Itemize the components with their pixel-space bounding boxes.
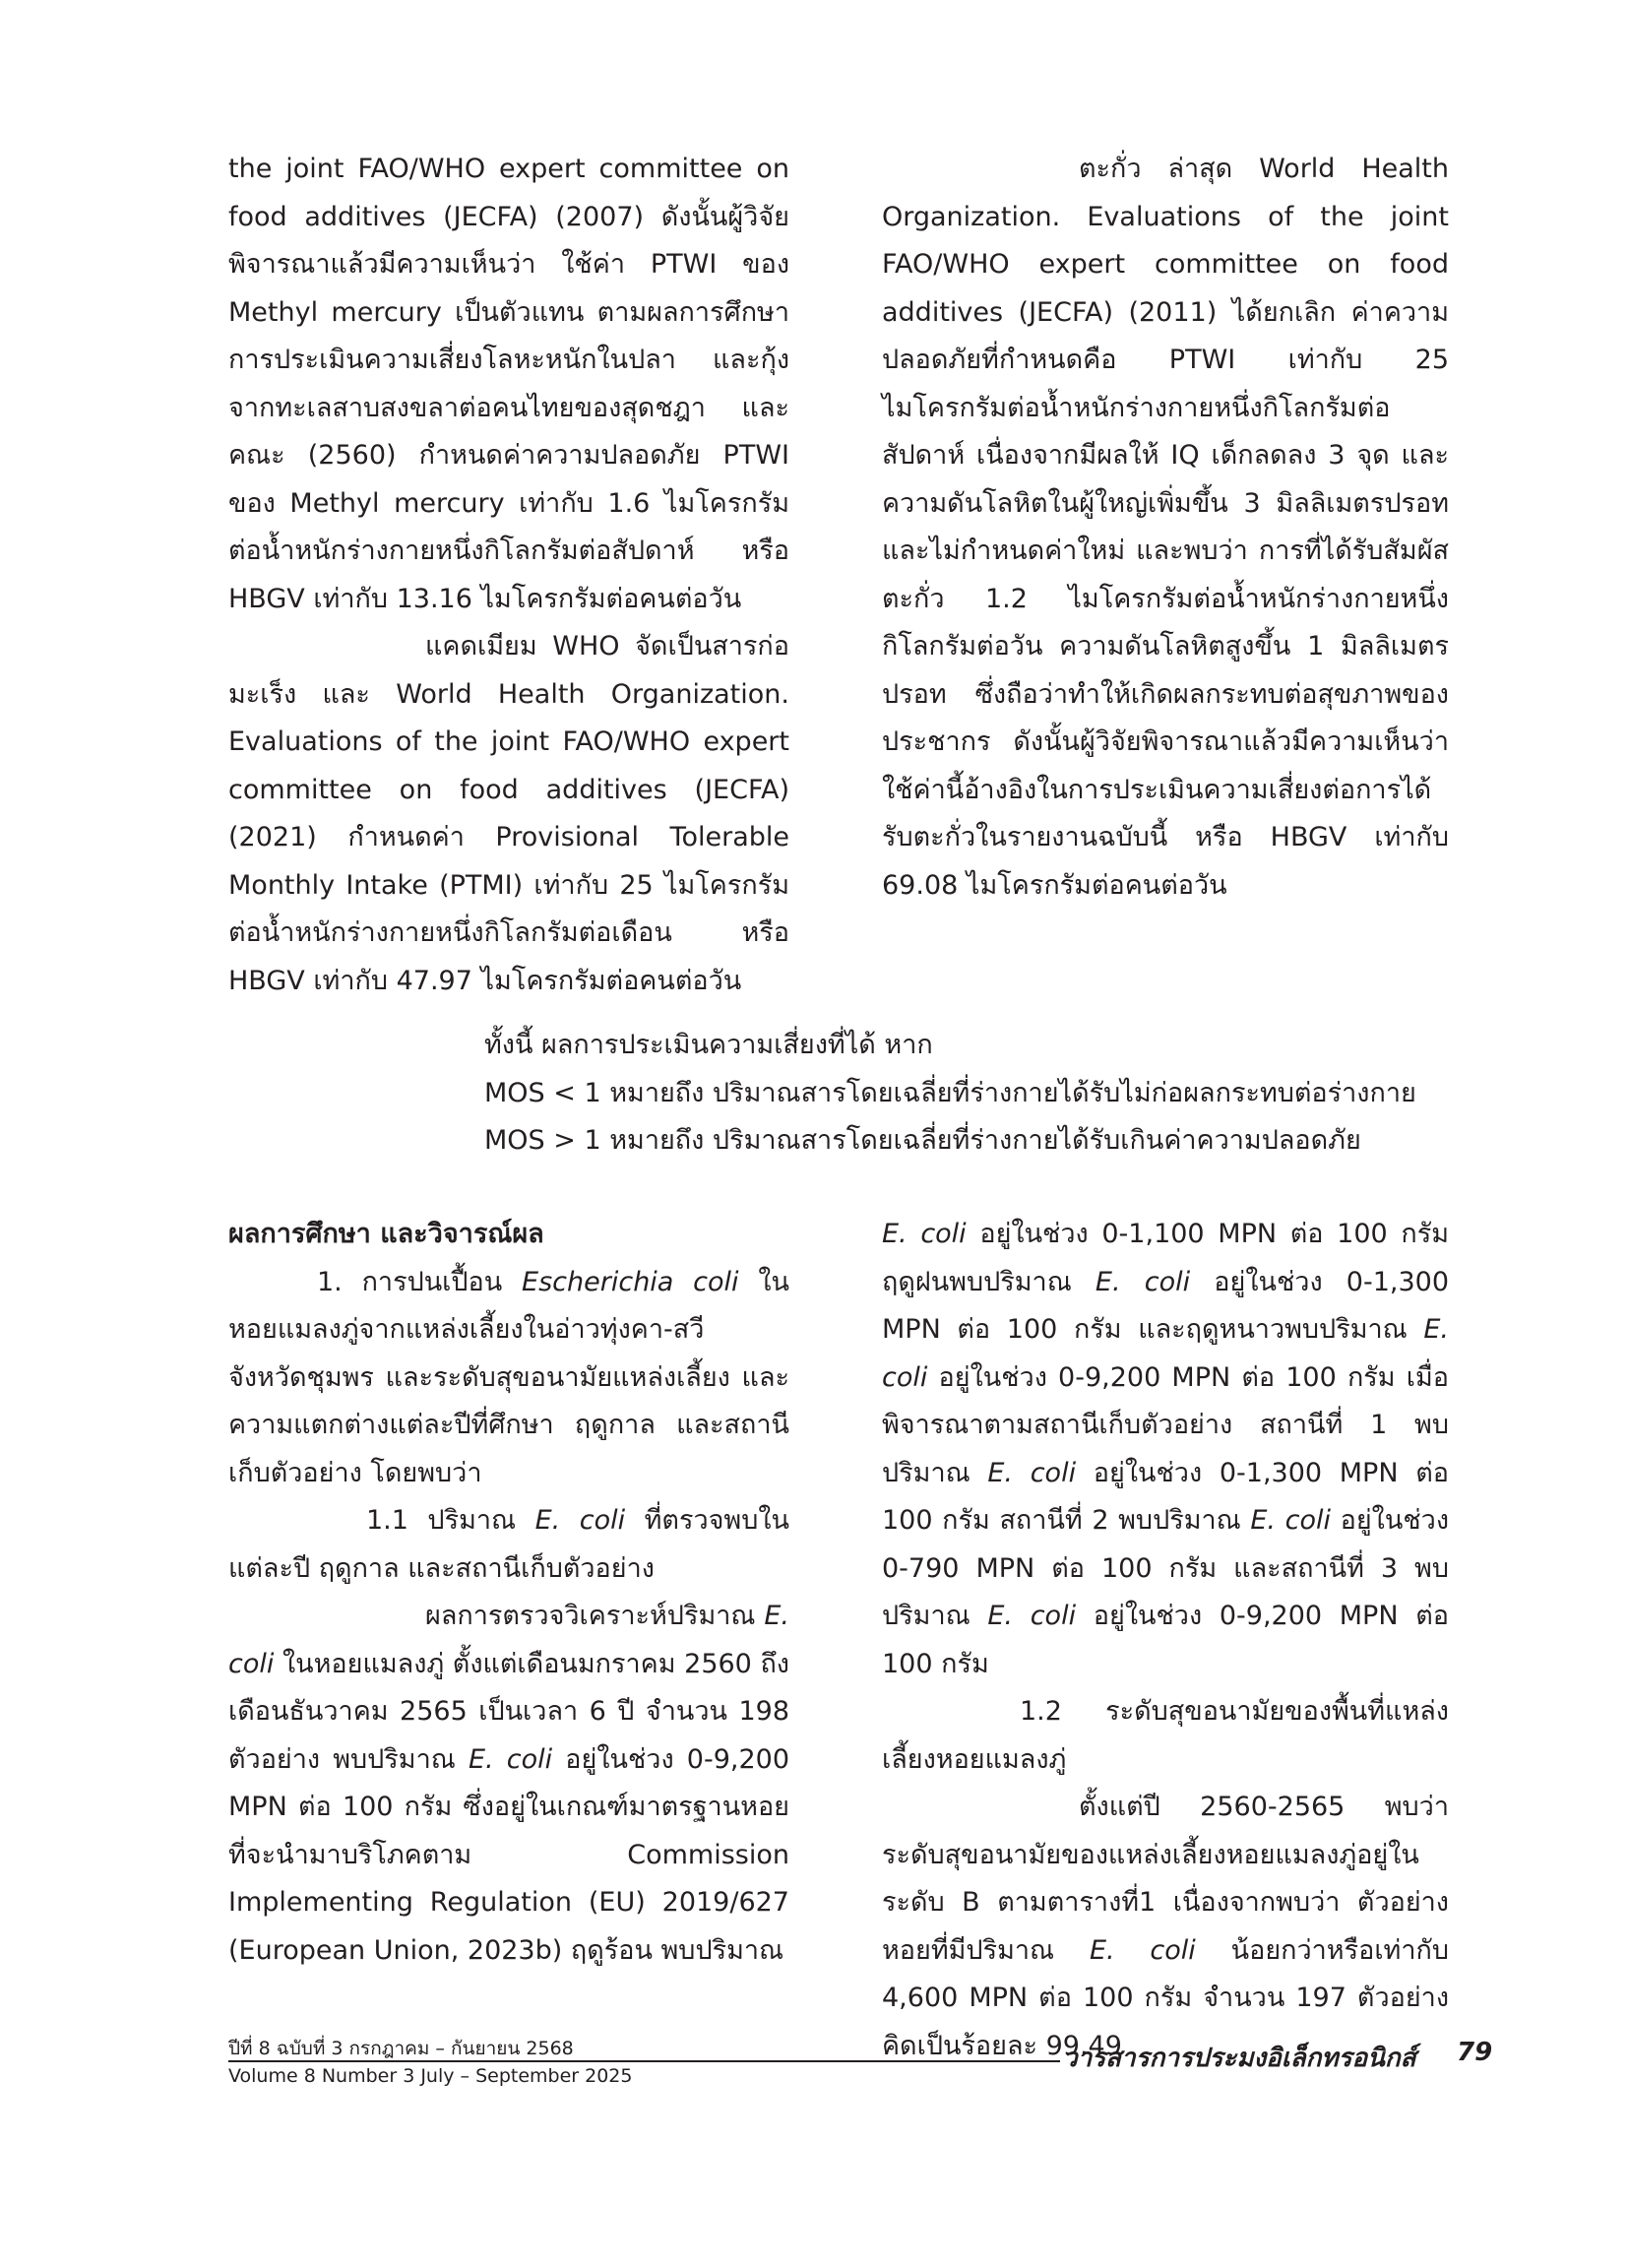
- right-column-bottom: [882, 1211, 1449, 2070]
- species-name: E. coli: [987, 1601, 1077, 1631]
- species-name: Escherichia coli: [522, 1266, 739, 1297]
- mos-intro: ทั้งนี้ ผลการประเมินความเสี่ยงที่ได้ หาก: [484, 1030, 933, 1060]
- mos-greater-than-one: MOS > 1 หมายถึง ปริมาณสารโดยเฉลี่ยที่ร่างกายได้รับเกินค่าความปลอดภัย: [484, 1125, 1361, 1156]
- species-name: E. coli: [1095, 1266, 1191, 1297]
- species-name: E. coli: [987, 1457, 1077, 1488]
- mos-less-than-one: MOS < 1 หมายถึง ปริมาณสารโดยเฉลี่ยที่ร่างกายได้รับไม่ก่อผลกระทบต่อร่างกาย: [484, 1077, 1416, 1108]
- text: 1.1 ปริมาณ: [366, 1505, 535, 1536]
- journal-name: วารสารการประมงอิเล็กทรอนิกส์: [1063, 2044, 1416, 2073]
- subheading-1-2: 1.2 ระดับสุขอนามัยของพื้นที่แหล่งเลี้ยงหอยแมลงภู่: [882, 1696, 1449, 1775]
- species-name: E. coli: [1250, 1505, 1332, 1536]
- right-column-top: [882, 146, 1449, 910]
- text: อยู่ในช่วง 0-9,200 MPN ต่อ 100 กรัม เมื่อพิจารณาตามสถานีเก็บตัวอย่าง สถานีที่ 1 พบปริมาณ: [882, 1361, 1449, 1488]
- text: น้อยกว่าหรือเท่ากับ 4,600 MPN ต่อ 100 กรัม จำนวน 197 ตัวอย่าง คิดเป็นร้อยละ 99.49: [882, 1934, 1449, 2061]
- text: ที่ตรวจพบในแต่ละปี ฤดูกาล และสถานีเก็บตัวอย่าง: [228, 1505, 789, 1584]
- page-number: 79: [1457, 2038, 1493, 2067]
- footer-issue: [228, 2036, 633, 2089]
- paragraph-analysis: [228, 1593, 789, 1975]
- issue-thai: ปีที่ 8 ฉบับที่ 3 กรกฎาคม – กันยายน 2568: [228, 2038, 574, 2059]
- mos-note: [484, 1022, 1469, 1166]
- paragraph-contamination: [228, 1259, 789, 1498]
- text: อยู่ในช่วง 0-1,300 MPN ต่อ 100 กรัม สถานีที่ 2 พบปริมาณ: [882, 1457, 1449, 1536]
- left-column-bottom: [228, 1211, 789, 1975]
- species-name: E. coli: [468, 1743, 553, 1775]
- text: ในหอยแมลงภู่ ตั้งแต่เดือนมกราคม 2560 ถึงเดือนธันวาคม 2565 เป็นเวลา 6 ปี จำนวน 198 ตัวอย่าง พบปริมาณ: [228, 1648, 789, 1775]
- species-name: E. coli: [228, 1601, 789, 1679]
- text: ผลการตรวจวิเคราะห์ปริมาณ: [425, 1601, 765, 1631]
- left-column-top: [228, 146, 789, 1005]
- species-name: E. coli: [882, 1314, 1449, 1393]
- text: ในหอยแมลงภู่จากแหล่งเลี้ยงในอ่าวทุ่งคา-สวี จังหวัดชุมพร และระดับสุขอนามัยแหล่งเลี้ยง และความแตกต่างแต่ละปีที่ศึกษา ฤดูกาล และสถานีเก็บตัวอย่าง โดยพบว่า: [228, 1266, 789, 1488]
- text: อยู่ในช่วง 0-9,200 MPN ต่อ 100 กรัม: [882, 1601, 1449, 1679]
- section-heading: ผลการศึกษา และวิจารณ์ผล: [228, 1219, 544, 1249]
- text: อยู่ในช่วง 0-1,300 MPN ต่อ 100 กรัม และฤดูหนาวพบปริมาณ: [882, 1266, 1450, 1345]
- text: อยู่ในช่วง 0-1,100 MPN ต่อ 100 กรัม ฤดูฝนพบปริมาณ: [882, 1219, 1450, 1297]
- text: อยู่ในช่วง 0-790 MPN ต่อ 100 กรัม และสถานีที่ 3 พบปริมาณ: [882, 1505, 1449, 1631]
- text: 1. การปนเปื้อน: [317, 1266, 523, 1297]
- subheading-1-1: [228, 1497, 789, 1593]
- species-name: E. coli: [1089, 1934, 1196, 1966]
- paragraph-cadmium: แคดเมียม WHO จัดเป็นสารก่อมะเร็ง และ World Health Organization. Evaluations of the joint FAO/WHO expert committee on food additives (JECFA) (2021) กำหนดค่า Provisional Tolerable Monthly Intake (PTMI) เท่ากับ 25 ไมโครกรัมต่อน้ำหนักร่างกายหนึ่งกิโลกรัมต่อเดือน หรือ HBGV เท่ากับ 47.97 ไมโครกรัมต่อคนต่อวัน: [228, 631, 789, 996]
- paragraph-lead: ตะกั่ว ล่าสุด World Health Organization. Evaluations of the joint FAO/WHO expert committee on food additives (JECFA) (2011) ได้ยกเลิก ค่าความปลอดภัยที่กำหนดคือ PTWI เท่ากับ 25 ไมโครกรัมต่อน้ำหนักร่างกายหนึ่งกิโลกรัมต่อสัปดาห์ เนื่องจากมีผลให้ IQ เด็กลดลง 3 จุด และความดันโลหิตในผู้ใหญ่เพิ่มขึ้น 3 มิลลิเมตรปรอท และไม่กำหนดค่าใหม่ และพบว่า การที่ได้รับสัมผัสตะกั่ว 1.2 ไมโครกรัมต่อน้ำหนักร่างกายหนึ่งกิโลกรัมต่อวัน ความดันโลหิตสูงขึ้น 1 มิลลิเมตรปรอท ซึ่งถือว่าทำให้เกิดผลกระทบต่อสุขภาพของประชากร ดังนั้นผู้วิจัยพิจารณาแล้วมีความเห็นว่า ใช้ค่านี้อ้างอิงในการประเมินความเสี่ยงต่อการได้รับตะกั่วในรายงานฉบับนี้ หรือ HBGV เท่ากับ 69.08 ไมโครกรัมต่อคนต่อวัน: [882, 154, 1449, 901]
- paragraph-methyl-mercury: the joint FAO/WHO expert committee on food additives (JECFA) (2007) ดังนั้นผู้วิจัยพิจารณาแล้วมีความเห็นว่า ใช้ค่า PTWI ของ Methyl mercury เป็นตัวแทน ตามผลการศึกษาการประเมินความเสี่ยงโลหะหนักในปลา และกุ้งจากทะเลสาบสงขลาต่อคนไทยของสุดชฎา และคณะ (2560) กำหนดค่าความปลอดภัย PTWI ของ Methyl mercury เท่ากับ 1.6 ไมโครกรัมต่อน้ำหนักร่างกายหนึ่งกิโลกรัมต่อสัปดาห์ หรือ HBGV เท่ากับ 13.16 ไมโครกรัมต่อคนต่อวัน: [228, 154, 789, 614]
- paragraph-hygiene-level: [882, 1784, 1449, 2070]
- issue-english: Volume 8 Number 3 July – September 2025: [228, 2065, 633, 2087]
- species-name: E. coli: [882, 1219, 967, 1249]
- text: อยู่ในช่วง 0-9,200 MPN ต่อ 100 กรัม ซึ่งอยู่ในเกณฑ์มาตรฐานหอยที่จะนำมาบริโภคตาม Commission Implementing Regulation (EU) 2019/627 (European Union, 2023b) ฤดูร้อน พบปริมาณ: [228, 1743, 790, 1966]
- species-name: E. coli: [534, 1505, 626, 1536]
- text: ตั้งแต่ปี 2560-2565 พบว่า ระดับสุขอนามัยของแหล่งเลี้ยงหอยแมลงภู่อยู่ในระดับ B ตามตารางที่1 เนื่องจากพบว่า ตัวอย่างหอยที่มีปริมาณ: [882, 1792, 1449, 1966]
- paragraph-seasons-stations: [882, 1211, 1449, 1688]
